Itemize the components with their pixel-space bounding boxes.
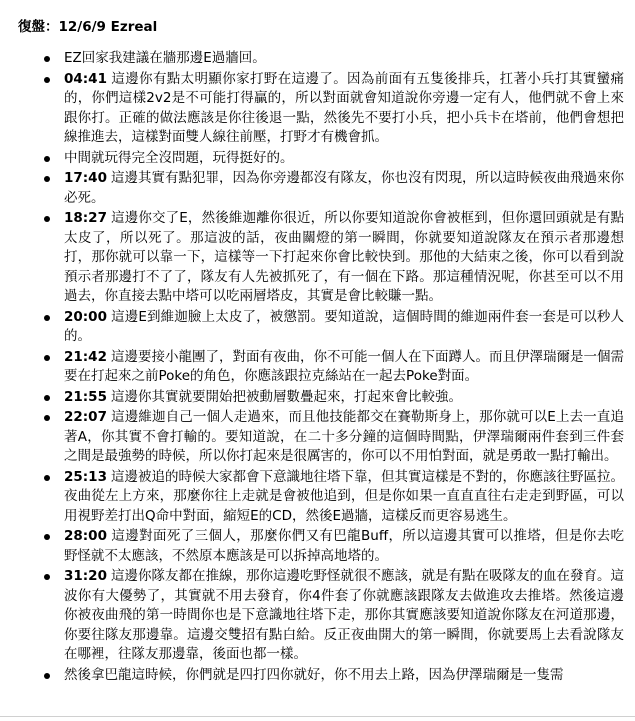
note-text: 這邊你其實就要開始把被動層數疊起來，打起來會比較強。 (110, 388, 462, 405)
timestamp: 21:55 (64, 388, 107, 405)
list-item (64, 308, 624, 347)
timestamp: 31:20 (64, 568, 107, 584)
note-text: 然後拿巴龍這時候，你們就是四打四你就好，你不用去上路，因為伊澤瑞爾是一隻需 (64, 666, 564, 683)
timestamp: 25:13 (64, 468, 107, 485)
list-item (64, 567, 624, 665)
list-item (64, 169, 624, 208)
page-divider (0, 716, 635, 717)
list-item (64, 468, 624, 527)
list-item (64, 149, 624, 169)
timestamp: 21:42 (64, 348, 107, 365)
note-text: 這邊你隊友都在推線，那你這邊吃野怪就很不應該，就是有點在吸隊友的血在發育。這波你有大優勢了，其實就不用去發育，你4件套了你就應該跟隊友去做進攻去推塔。然後這邊你被夜曲飛的第一時間你也是下意識地往塔下走，那你其實應該要知道說你隊友在河道那邊，你要往隊友那邊靠。這邊交雙招有點白給。反正夜曲開大的第一瞬間，你就要馬上去看說隊友在哪裡，往隊友那邊靠，後面也都一樣。 (64, 568, 624, 662)
list-item (64, 388, 624, 408)
note-text: 這邊維迦自己一個人走過來，而且他技能都交在賽勒斯身上，那你就可以E上去一直追著A，你其實不會打輸的。要知道說，在二十多分鐘的這個時間點，伊澤瑞爾兩件套到三件套之間是最強勢的時候，所以你打起來是很厲害的，你可以不用怕對面，就是勇敢一點打輸出。 (64, 409, 624, 464)
note-text: 這邊其實有點犯罪，因為你旁邊都沒有隊友，你也沒有閃現，所以這時候夜曲飛過來你必死。 (64, 170, 624, 206)
timestamp: 18:27 (64, 210, 107, 226)
timestamp: 17:40 (64, 170, 107, 186)
review-notes-list (64, 49, 624, 686)
note-text: 這邊要接小龍團了，對面有夜曲，你不可能一個人在下面蹲人。而且伊澤瑞爾是一個需要在打起來之前Poke的角色，你應該跟拉克絲站在一起去Poke對面。 (64, 348, 624, 384)
list-item (64, 666, 624, 686)
list-item (64, 49, 624, 69)
note-text: EZ回家我建議在牆那邊E過牆回。 (64, 50, 266, 66)
note-text: 這邊被追的時候大家都會下意識地往塔下靠，但其實這樣是不對的，你應該往野區拉。夜曲從左上方來，那麼你往上走就是會被他追到，但是你如果一直直直往右走走到野區，可以用視野差打出Q命中對面，縮短E的CD，然後E過牆，這樣反而更容易逃生。 (64, 468, 624, 524)
list-item (64, 348, 624, 387)
timestamp: 28:00 (64, 528, 107, 544)
timestamp: 20:00 (64, 308, 107, 325)
list-item (64, 408, 624, 467)
review-title: 復盤：12/6/9 Ezreal (18, 19, 158, 35)
list-item (64, 70, 624, 148)
note-text: 這邊你交了E，然後維迦離你很近，所以你要知道說你會被框到，但你還回頭就是有點太皮了，所以死了。那這波的話，夜曲關燈的第一瞬間，你就要知道說隊友在預示者那邊想打，那你就可以靠一下，這樣等一下打起來你會比較快到。那他的大結束之後，你可以看到說預示者那邊打不了了，隊友有人先被抓死了，有一個在下路。那這種情況呢，你甚至可以不用過去，你直接去點中塔可以吃兩層塔皮，其實是會比較賺一點。 (64, 210, 624, 304)
timestamp: 04:41 (64, 70, 107, 87)
note-text: 這邊你有點太明顯你家打野在這邊了。因為前面有五隻後排兵，扛著小兵打其實蠻痛的，你們這樣2v2是不可能打得贏的，所以對面就會知道說你旁邊一定有人，他們就不會上來跟你打。正確的做法應該是你往後退一點，然後先不要打小兵，把小兵卡在塔前，他們會想把線推進去，這樣對面雙人線往前壓，打野才有機會抓。 (64, 70, 624, 145)
note-text: 中間就玩得完全沒問題，玩得挺好的。 (64, 149, 294, 166)
list-item (64, 209, 624, 307)
note-text: 這邊E到維迦臉上太皮了，被懲罰。要知道說，這個時間的維迦兩件套一套是可以秒人的。 (64, 308, 624, 344)
timestamp: 22:07 (64, 409, 107, 425)
note-text: 這邊對面死了三個人，那麼你們又有巴龍Buff，所以這邊其實可以推塔，但是你去吃野怪就不太應該，不然原本應該是可以拆掉高地塔的。 (64, 528, 624, 564)
list-item (64, 527, 624, 566)
